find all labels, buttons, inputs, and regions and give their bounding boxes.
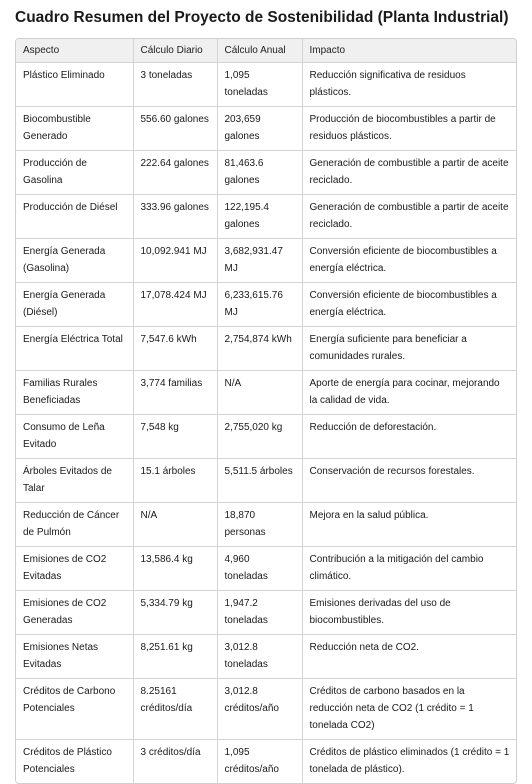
cell-aspecto: Producción de Diésel: [16, 195, 133, 239]
cell-impacto: Conversión eficiente de biocombustibles a energía eléctrica.: [302, 283, 516, 327]
cell-calculo-diario: 8,251.61 kg: [133, 635, 217, 679]
cell-calculo-anual: N/A: [217, 371, 302, 415]
table-row: [16, 195, 516, 239]
cell-calculo-anual: 81,463.6 galones: [217, 151, 302, 195]
cell-calculo-diario: N/A: [133, 503, 217, 547]
summary-table-container: [15, 38, 517, 784]
cell-aspecto: Consumo de Leña Evitado: [16, 415, 133, 459]
table-row: [16, 459, 516, 503]
table-row: [16, 635, 516, 679]
cell-calculo-anual: 1,095 toneladas: [217, 63, 302, 107]
cell-impacto: Conversión eficiente de biocombustibles a energía eléctrica.: [302, 239, 516, 283]
cell-aspecto: Familias Rurales Beneficiadas: [16, 371, 133, 415]
table-row: [16, 63, 516, 107]
cell-impacto: Aporte de energía para cocinar, mejorando la calidad de vida.: [302, 371, 516, 415]
cell-calculo-anual: 3,012.8 toneladas: [217, 635, 302, 679]
table-row: [16, 740, 516, 784]
cell-aspecto: Reducción de Cáncer de Pulmón: [16, 503, 133, 547]
cell-aspecto: Créditos de Plástico Potenciales: [16, 740, 133, 784]
table-row: [16, 107, 516, 151]
cell-calculo-anual: 203,659 galones: [217, 107, 302, 151]
header-calculo-anual: Cálculo Anual: [217, 39, 302, 63]
table-row: [16, 415, 516, 459]
summary-table: [16, 39, 516, 783]
cell-calculo-anual: 3,682,931.47 MJ: [217, 239, 302, 283]
table-header-row: [16, 39, 516, 63]
cell-calculo-anual: 1,095 créditos/año: [217, 740, 302, 784]
cell-impacto: Reducción neta de CO2.: [302, 635, 516, 679]
cell-aspecto: Plástico Eliminado: [16, 63, 133, 107]
cell-impacto: Créditos de carbono basados en la reducción neta de CO2 (1 crédito = 1 tonelada CO2): [302, 679, 516, 740]
header-impacto: Impacto: [302, 39, 516, 63]
cell-calculo-diario: 222.64 galones: [133, 151, 217, 195]
table-row: [16, 327, 516, 371]
cell-calculo-diario: 15.1 árboles: [133, 459, 217, 503]
table-body: [16, 63, 516, 784]
table-row: [16, 591, 516, 635]
table-row: [16, 151, 516, 195]
cell-calculo-anual: 18,870 personas: [217, 503, 302, 547]
cell-calculo-anual: 2,754,874 kWh: [217, 327, 302, 371]
cell-impacto: Energía suficiente para beneficiar a comunidades rurales.: [302, 327, 516, 371]
cell-impacto: Mejora en la salud pública.: [302, 503, 516, 547]
cell-calculo-diario: 5,334.79 kg: [133, 591, 217, 635]
cell-aspecto: Energía Generada (Diésel): [16, 283, 133, 327]
cell-calculo-diario: 3 créditos/día: [133, 740, 217, 784]
cell-aspecto: Producción de Gasolina: [16, 151, 133, 195]
cell-calculo-diario: 10,092.941 MJ: [133, 239, 217, 283]
cell-impacto: Generación de combustible a partir de aceite reciclado.: [302, 151, 516, 195]
cell-calculo-diario: 3,774 familias: [133, 371, 217, 415]
cell-aspecto: Energía Eléctrica Total: [16, 327, 133, 371]
cell-aspecto: Emisiones Netas Evitadas: [16, 635, 133, 679]
table-row: [16, 679, 516, 740]
cell-calculo-anual: 4,960 toneladas: [217, 547, 302, 591]
cell-calculo-anual: 2,755,020 kg: [217, 415, 302, 459]
header-aspecto: Aspecto: [16, 39, 133, 63]
cell-impacto: Conservación de recursos forestales.: [302, 459, 516, 503]
cell-calculo-anual: 122,195.4 galones: [217, 195, 302, 239]
cell-calculo-diario: 333.96 galones: [133, 195, 217, 239]
cell-aspecto: Árboles Evitados de Talar: [16, 459, 133, 503]
cell-calculo-anual: 5,511.5 árboles: [217, 459, 302, 503]
page-title: Cuadro Resumen del Proyecto de Sostenibilidad (Planta Industrial): [15, 9, 509, 26]
cell-impacto: Contribución a la mitigación del cambio climático.: [302, 547, 516, 591]
cell-calculo-diario: 556.60 galones: [133, 107, 217, 151]
cell-calculo-diario: 7,548 kg: [133, 415, 217, 459]
table-row: [16, 371, 516, 415]
cell-aspecto: Emisiones de CO2 Evitadas: [16, 547, 133, 591]
cell-aspecto: Energía Generada (Gasolina): [16, 239, 133, 283]
cell-calculo-anual: 6,233,615.76 MJ: [217, 283, 302, 327]
cell-calculo-diario: 13,586.4 kg: [133, 547, 217, 591]
cell-impacto: Reducción significativa de residuos plásticos.: [302, 63, 516, 107]
table-row: [16, 283, 516, 327]
cell-aspecto: Biocombustible Generado: [16, 107, 133, 151]
cell-calculo-diario: 3 toneladas: [133, 63, 217, 107]
header-calculo-diario: Cálculo Diario: [133, 39, 217, 63]
cell-aspecto: Emisiones de CO2 Generadas: [16, 591, 133, 635]
cell-impacto: Reducción de deforestación.: [302, 415, 516, 459]
cell-aspecto: Créditos de Carbono Potenciales: [16, 679, 133, 740]
table-row: [16, 239, 516, 283]
cell-calculo-anual: 1,947.2 toneladas: [217, 591, 302, 635]
cell-calculo-diario: 17,078.424 MJ: [133, 283, 217, 327]
cell-calculo-diario: 7,547.6 kWh: [133, 327, 217, 371]
cell-calculo-diario: 8.25161 créditos/día: [133, 679, 217, 740]
cell-impacto: Generación de combustible a partir de aceite reciclado.: [302, 195, 516, 239]
cell-impacto: Producción de biocombustibles a partir de residuos plásticos.: [302, 107, 516, 151]
table-row: [16, 503, 516, 547]
cell-calculo-anual: 3,012.8 créditos/año: [217, 679, 302, 740]
cell-impacto: Créditos de plástico eliminados (1 crédito = 1 tonelada de plástico).: [302, 740, 516, 784]
cell-impacto: Emisiones derivadas del uso de biocombustibles.: [302, 591, 516, 635]
table-row: [16, 547, 516, 591]
